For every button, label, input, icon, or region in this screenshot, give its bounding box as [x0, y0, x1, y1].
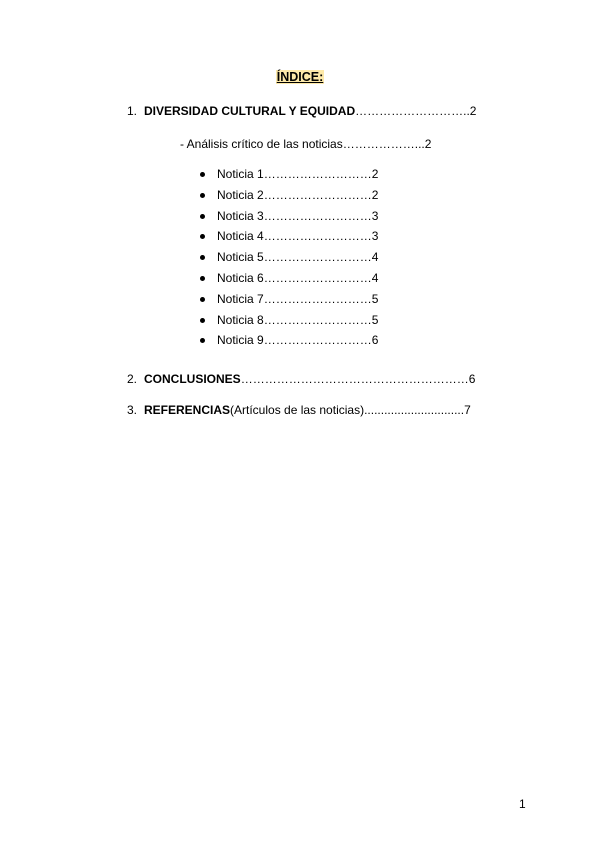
bullet-text: Noticia 6………………………4: [217, 270, 379, 285]
toc-entry-label: REFERENCIAS: [144, 403, 231, 417]
bullet-icon: [200, 276, 205, 281]
bullet-icon: [200, 234, 205, 239]
bullet-icon: [200, 297, 205, 302]
toc-title: [0, 70, 600, 84]
toc-subentry-analisis: [180, 137, 431, 152]
toc-subentry-text: - Análisis crítico de las noticias………………...2: [180, 137, 432, 151]
toc-entry-leader: …………………………………………………6: [240, 372, 476, 386]
bullet-text: Noticia 7………………………5: [217, 291, 379, 306]
bullet-text: Noticia 4………………………3: [217, 229, 379, 244]
toc-entry-label: DIVERSIDAD CULTURAL Y EQUIDAD: [144, 104, 356, 118]
toc-entry-number: 2.: [127, 372, 138, 386]
toc-entry-referencias: [127, 403, 471, 418]
toc-title-text: ÍNDICE:: [276, 70, 324, 84]
bullet-text: Noticia 8………………………5: [217, 312, 379, 327]
bullet-icon: [200, 338, 205, 343]
bullet-text: Noticia 5………………………4: [217, 250, 379, 265]
bullet-icon: [200, 172, 205, 177]
toc-entry-conclusiones: [127, 372, 475, 387]
bullet-text: Noticia 9………………………6: [217, 333, 379, 348]
page-number: 1: [519, 797, 526, 811]
bullet-text: Noticia 1………………………2: [217, 167, 379, 181]
bullet-icon: [200, 214, 205, 219]
bullet-icon: [200, 318, 205, 323]
toc-entry-diversidad: [127, 104, 476, 119]
bullet-icon: [200, 193, 205, 198]
bullet-icon: [200, 255, 205, 260]
toc-entry-label: CONCLUSIONES: [144, 372, 241, 386]
toc-entry-leader: ………………………..2: [355, 104, 477, 118]
bullet-text: Noticia 2………………………2: [217, 187, 379, 202]
toc-entry-number: 1.: [127, 104, 138, 118]
bullet-text: Noticia 3………………………3: [217, 208, 379, 223]
toc-entry-number: 3.: [127, 403, 138, 417]
toc-entry-rest: (Artículos de las noticias)..............................7: [230, 403, 471, 417]
